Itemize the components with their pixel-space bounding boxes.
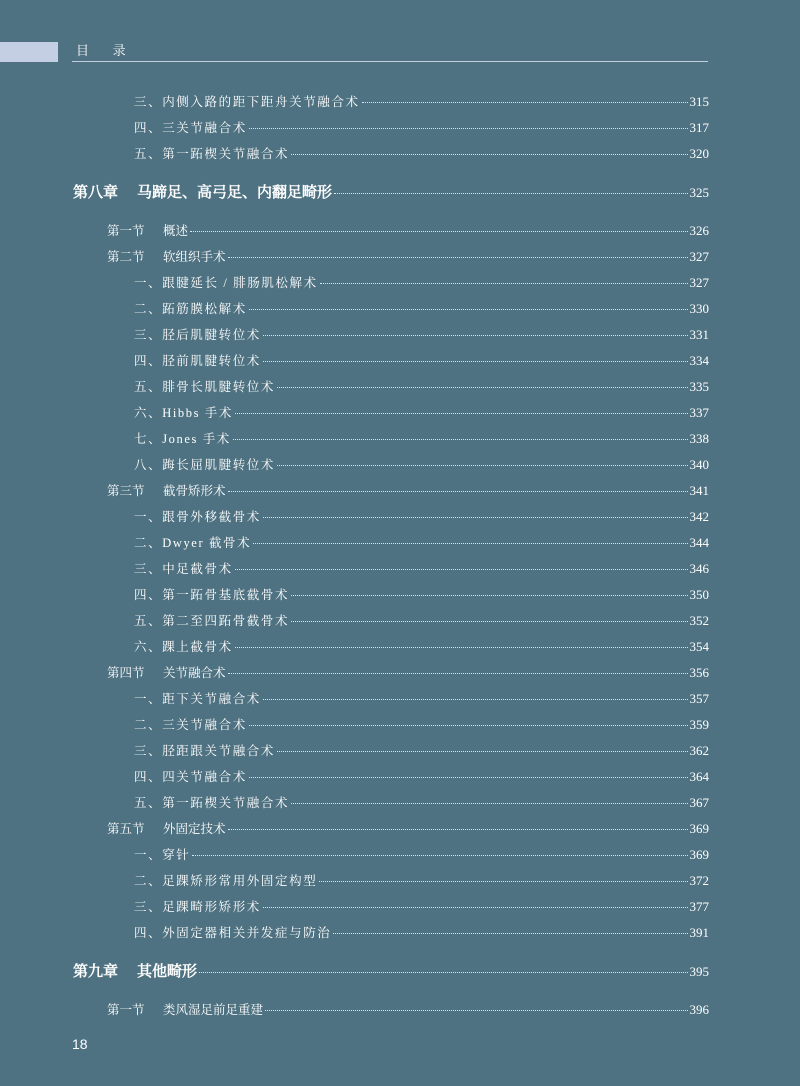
toc-item-label: 五、第二至四跖骨截骨术 [134,614,290,628]
section-number: 第二节 [107,250,145,264]
section-title: 关节融合术 [163,666,226,680]
toc-page-number: 364 [689,769,709,784]
toc-page-number: 367 [689,795,709,810]
toc-chapter[interactable] [73,181,709,202]
toc-page-number: 327 [689,275,709,290]
toc-section[interactable] [107,481,709,499]
toc-item[interactable] [134,273,709,291]
section-number: 第四节 [107,666,145,680]
dot-leader [249,777,688,778]
dot-leader [249,128,688,129]
toc-item-label: 三、内侧入路的距下距舟关节融合术 [134,95,360,109]
toc-item-label: 三、足踝畸形矫形术 [134,900,261,914]
toc-page-number: 391 [689,925,709,940]
toc-item[interactable] [134,871,709,889]
section-heading [107,247,226,265]
toc-item[interactable] [134,377,709,395]
chapter-heading [73,181,332,202]
chapter-number: 第九章 [73,963,119,980]
toc-page-number: 337 [689,405,709,420]
dot-leader [291,154,687,155]
toc-page-number: 344 [689,535,709,550]
toc-item-label: 二、三关节融合术 [134,718,247,732]
toc-item-label: 一、距下关节融合术 [134,692,261,706]
toc-page-number: 317 [689,120,709,135]
dot-leader [235,413,688,414]
toc-item-label: 一、跟骨外移截骨术 [134,510,261,524]
toc-page-number: 327 [689,249,709,264]
toc-item[interactable] [134,507,709,525]
dot-leader [277,751,687,752]
toc-item[interactable] [134,689,709,707]
toc-item-label: 二、Dwyer 截骨术 [134,536,252,550]
toc-page-number: 326 [689,223,709,238]
section-title: 软组织手术 [163,250,226,264]
header-title: 目 录 [76,43,136,58]
toc-item-label: 八、踇长屈肌腱转位术 [134,458,276,472]
toc-page-number: 369 [689,821,709,836]
toc-item[interactable] [134,585,709,603]
dot-leader [192,855,687,856]
section-number: 第三节 [107,484,145,498]
dot-leader [233,439,688,440]
dot-leader [249,725,688,726]
dot-leader [263,335,688,336]
toc-item-label: 六、踝上截骨术 [134,640,233,654]
toc-item[interactable] [134,299,709,317]
dot-leader [319,881,687,882]
toc-section[interactable] [107,819,709,837]
toc-page-number: 330 [689,301,709,316]
header-divider [72,61,708,62]
dot-leader [333,933,687,934]
toc-item[interactable] [134,923,709,941]
toc-page-number: 338 [689,431,709,446]
toc-page-number: 335 [689,379,709,394]
toc-item[interactable] [134,429,709,447]
section-number: 第一节 [107,1003,145,1017]
toc-item-label: 一、跟腱延长 / 腓肠肌松解术 [134,276,318,290]
toc-item-label: 五、第一跖楔关节融合术 [134,147,290,161]
toc-item[interactable] [134,767,709,785]
dot-leader [265,1010,687,1011]
dot-leader [263,517,688,518]
toc-page-number: 342 [689,509,709,524]
toc-item[interactable] [134,403,709,421]
dot-leader [291,595,687,596]
dot-leader [263,699,688,700]
dot-leader [291,803,687,804]
toc-item[interactable] [134,897,709,915]
toc-item[interactable] [134,144,709,162]
toc-item-label: 四、胫前肌腱转位术 [134,354,261,368]
toc-item-label: 三、胫距跟关节融合术 [134,744,276,758]
toc-item-label: 四、第一跖骨基底截骨术 [134,588,290,602]
dot-leader [277,387,687,388]
dot-leader [334,193,687,194]
section-heading [107,1000,263,1018]
toc-item-label: 二、跖筋膜松解术 [134,302,247,316]
dot-leader [228,257,688,258]
page-number: 18 [72,1036,88,1052]
toc-item-label: 二、足踝矫形常用外固定构型 [134,874,318,888]
toc-item-label: 四、三关节融合术 [134,121,247,135]
toc-page-number: 357 [689,691,709,706]
toc-item-label: 七、Jones 手术 [134,432,231,446]
toc-item[interactable] [134,325,709,343]
toc-page-number: 340 [689,457,709,472]
toc-section[interactable] [107,221,709,239]
toc-page-number: 372 [689,873,709,888]
chapter-title: 马蹄足、高弓足、内翻足畸形 [137,184,333,201]
toc-page-number: 369 [689,847,709,862]
section-title: 外固定技术 [163,822,226,836]
toc-item[interactable] [134,455,709,473]
toc-item-label: 六、Hibbs 手术 [134,406,233,420]
section-number: 第五节 [107,822,145,836]
toc-page-number: 325 [689,185,709,200]
toc-item[interactable] [134,793,709,811]
toc-item-label: 五、腓骨长肌腱转位术 [134,380,276,394]
toc-item[interactable] [134,637,709,655]
header-tab-marker [0,42,58,62]
section-heading [107,481,226,499]
section-heading [107,221,188,239]
section-title: 类风湿足前足重建 [163,1003,264,1017]
dot-leader [362,102,688,103]
toc-section[interactable] [107,247,709,265]
dot-leader [253,543,687,544]
toc-page-number: 396 [689,1002,709,1017]
chapter-heading [73,960,197,981]
toc-page-number: 395 [689,964,709,979]
toc-page-number: 362 [689,743,709,758]
toc-item-label: 三、胫后肌腱转位术 [134,328,261,342]
chapter-number: 第八章 [73,184,119,201]
toc-item[interactable] [134,741,709,759]
toc-page-number: 354 [689,639,709,654]
toc-page-number: 352 [689,613,709,628]
toc-item[interactable] [134,118,709,136]
toc-item[interactable] [134,559,709,577]
toc-item[interactable] [134,92,709,110]
dot-leader [235,647,688,648]
section-heading [107,663,226,681]
toc-page-number: 377 [689,899,709,914]
toc-item[interactable] [134,533,709,551]
toc-item-label: 四、外固定器相关并发症与防治 [134,926,332,940]
section-number: 第一节 [107,224,145,238]
dot-leader [228,829,688,830]
toc-item[interactable] [134,351,709,369]
dot-leader [228,491,688,492]
section-title: 截骨矫形术 [163,484,226,498]
toc-page-number: 346 [689,561,709,576]
dot-leader [263,361,688,362]
toc-item[interactable] [134,611,709,629]
dot-leader [320,283,688,284]
dot-leader [199,972,687,973]
toc-page-number: 334 [689,353,709,368]
toc-section[interactable] [107,663,709,681]
toc-item-label: 五、第一跖楔关节融合术 [134,796,290,810]
toc-page-number: 315 [689,94,709,109]
section-title: 概述 [163,224,189,238]
toc-item-label: 三、中足截骨术 [134,562,233,576]
toc-item-label: 一、穿针 [134,848,191,862]
dot-leader [291,621,687,622]
toc-item[interactable] [134,715,709,733]
toc-page-number: 356 [689,665,709,680]
toc-item-label: 四、四关节融合术 [134,770,247,784]
dot-leader [263,907,688,908]
toc-section[interactable] [107,1000,709,1018]
toc-item[interactable] [134,845,709,863]
toc-page-number: 350 [689,587,709,602]
toc-chapter[interactable] [73,960,709,981]
dot-leader [228,673,688,674]
dot-leader [249,309,688,310]
dot-leader [235,569,688,570]
toc-page-number: 320 [689,146,709,161]
chapter-title: 其他畸形 [137,963,198,980]
toc-page-number: 341 [689,483,709,498]
dot-leader [277,465,687,466]
section-heading [107,819,226,837]
dot-leader [190,231,687,232]
toc-page-number: 331 [689,327,709,342]
toc-page-number: 359 [689,717,709,732]
